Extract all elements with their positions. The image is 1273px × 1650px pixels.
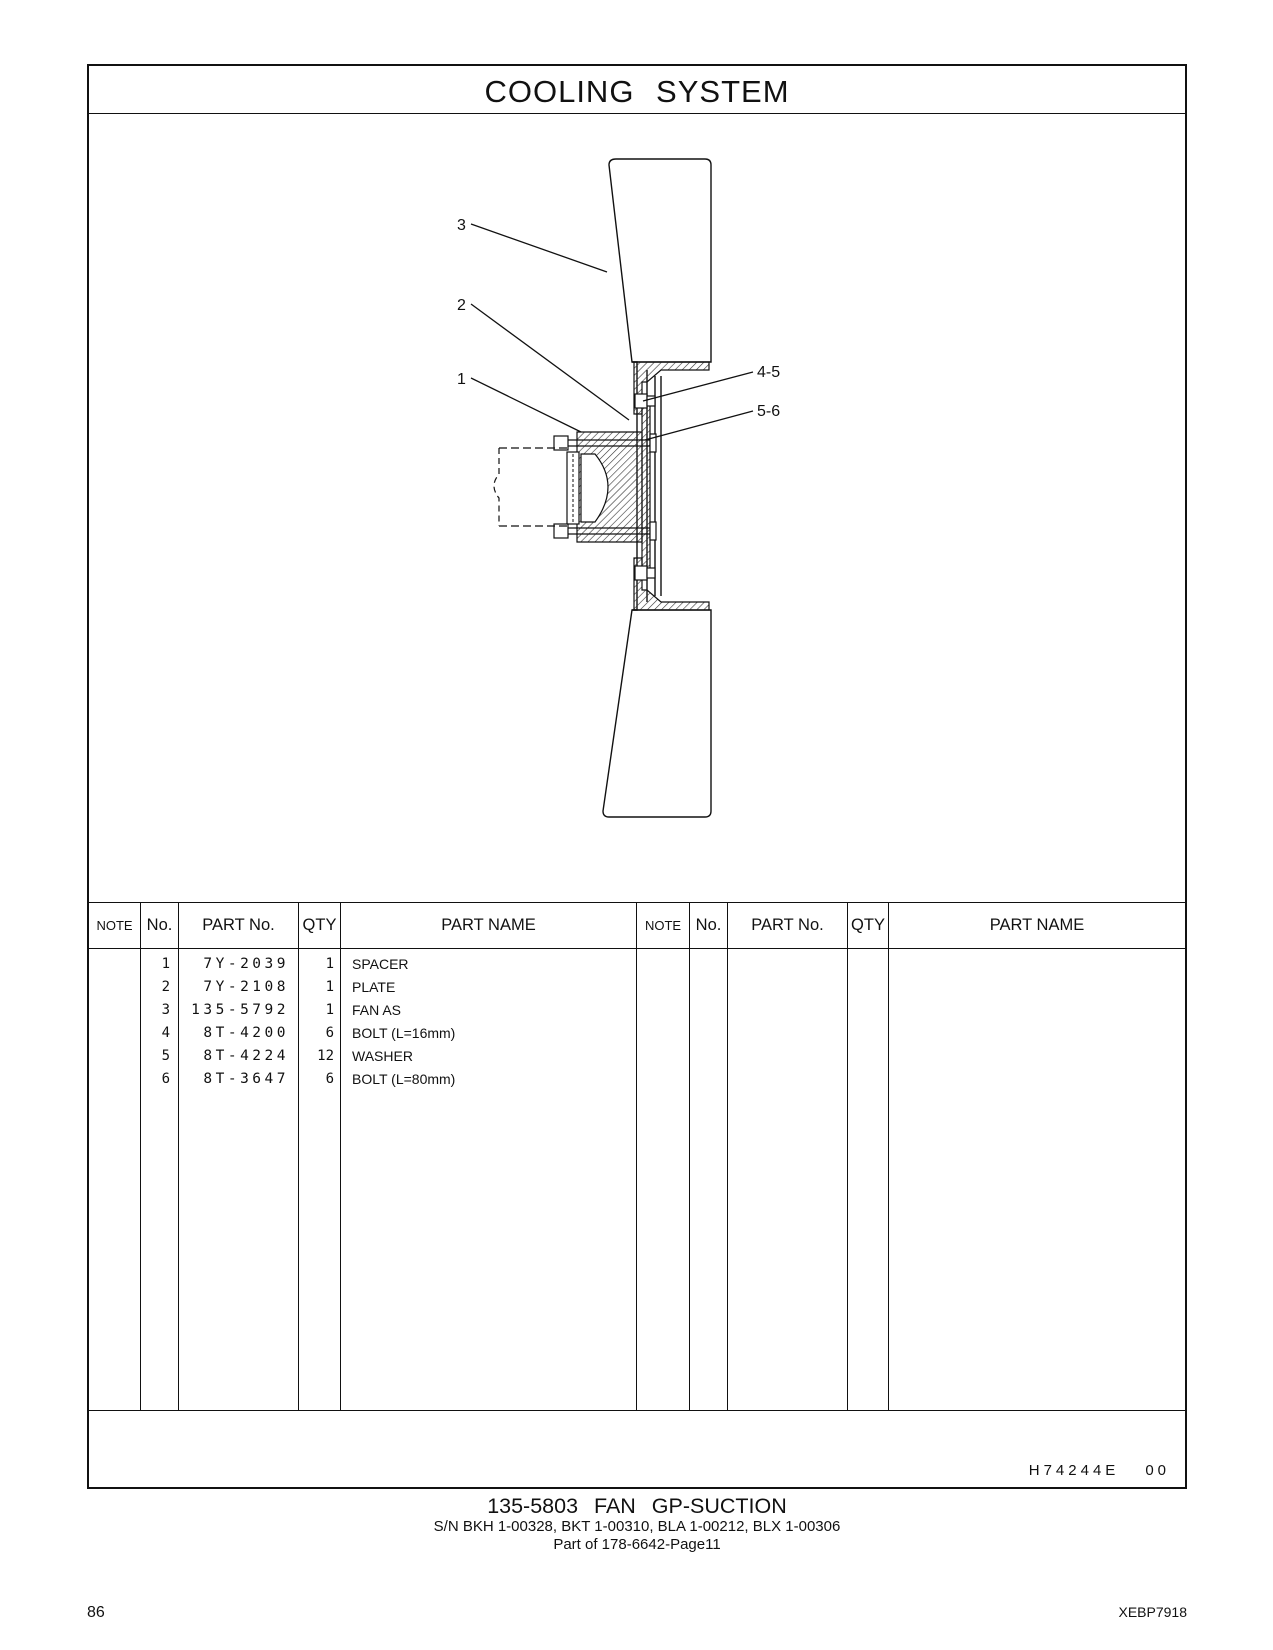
qty-column-right — [848, 903, 889, 1410]
drawing-revision: 00 — [1145, 1462, 1170, 1479]
part-number: 7Y-2039 — [203, 956, 289, 972]
part-number: 7Y-2108 — [203, 979, 289, 995]
part-qty: 6 — [325, 1025, 334, 1041]
qty-header: QTY — [299, 903, 340, 949]
page-number: 86 — [87, 1604, 105, 1621]
part-no-index: 1 — [161, 956, 170, 972]
part-number-header: PART No. — [179, 903, 298, 949]
part-name: SPACER — [352, 956, 409, 972]
serial-numbers: S/N BKH 1-00328, BKT 1-00310, BLA 1-00212, BLX 1-00306 — [433, 1518, 841, 1535]
callout-4-5: 4-5 — [757, 364, 781, 381]
part-name-column-right — [889, 903, 1185, 1410]
part-name: PLATE — [352, 979, 396, 995]
part-name-column-left — [341, 903, 637, 1410]
part-no-index: 5 — [161, 1048, 170, 1064]
part-number: 8T-4200 — [203, 1025, 289, 1041]
drawing-number-row — [89, 1410, 1185, 1489]
exploded-drawing — [89, 114, 1185, 902]
fan-assembly-drawing — [89, 114, 1185, 902]
part-no-index: 3 — [161, 1002, 170, 1018]
part-number-header-right: PART No. — [728, 903, 847, 949]
part-qty: 6 — [325, 1071, 334, 1087]
page-title: COOLING SYSTEM — [484, 73, 790, 109]
part-name-header-right: PART NAME — [889, 903, 1185, 949]
plate-section — [642, 402, 650, 570]
part-no-index: 2 — [161, 979, 170, 995]
part-no-index: 6 — [161, 1071, 170, 1087]
part-number: 8T-3647 — [203, 1071, 289, 1087]
part-number: 135-5792 — [191, 1002, 289, 1018]
upper-fan-blade — [609, 159, 711, 362]
qty-header-right: QTY — [848, 903, 888, 949]
leader-3 — [471, 224, 607, 272]
part-name-header: PART NAME — [341, 903, 636, 949]
part-name: BOLT (L=80mm) — [352, 1071, 456, 1087]
part-name: BOLT (L=16mm) — [352, 1025, 456, 1041]
group-info — [87, 1494, 1187, 1554]
title-row — [89, 66, 1185, 114]
no-header: No. — [141, 903, 178, 949]
note-header-right: NOTE — [637, 903, 689, 949]
document-id: XEBP7918 — [1118, 1604, 1187, 1620]
no-header-right: No. — [690, 903, 727, 949]
leader-4-5 — [643, 372, 753, 401]
part-name: FAN AS — [352, 1002, 402, 1018]
callout-3: 3 — [457, 217, 466, 234]
leader-1 — [471, 378, 581, 432]
part-number-column-left — [179, 903, 299, 1410]
callout-2: 2 — [457, 297, 466, 314]
no-column-left — [141, 903, 179, 1410]
note-column-left — [89, 903, 141, 1410]
catalog-frame — [87, 64, 1187, 1489]
note-header: NOTE — [89, 903, 140, 949]
qty-column-left — [299, 903, 341, 1410]
part-name: WASHER — [352, 1048, 413, 1064]
parts-table — [89, 902, 1185, 1410]
lower-fan-blade — [603, 610, 711, 817]
part-of-reference: Part of 178-6642-Page11 — [553, 1536, 721, 1553]
callout-1: 1 — [457, 371, 466, 388]
part-qty: 1 — [325, 1002, 334, 1018]
part-number: 8T-4224 — [203, 1048, 289, 1064]
callout-5-6: 5-6 — [757, 403, 781, 420]
note-column-right — [637, 903, 690, 1410]
part-number-column-right — [728, 903, 848, 1410]
drawing-number — [1029, 1462, 1170, 1479]
no-column-right — [690, 903, 728, 1410]
group-title: 135-5803 FAN GP-SUCTION — [487, 1494, 787, 1518]
part-no-index: 4 — [161, 1025, 170, 1041]
part-qty: 1 — [325, 979, 334, 995]
drawing-id: H74244E — [1028, 1462, 1120, 1479]
part-qty: 12 — [317, 1048, 334, 1064]
leader-2 — [471, 304, 629, 420]
part-qty: 1 — [325, 956, 334, 972]
